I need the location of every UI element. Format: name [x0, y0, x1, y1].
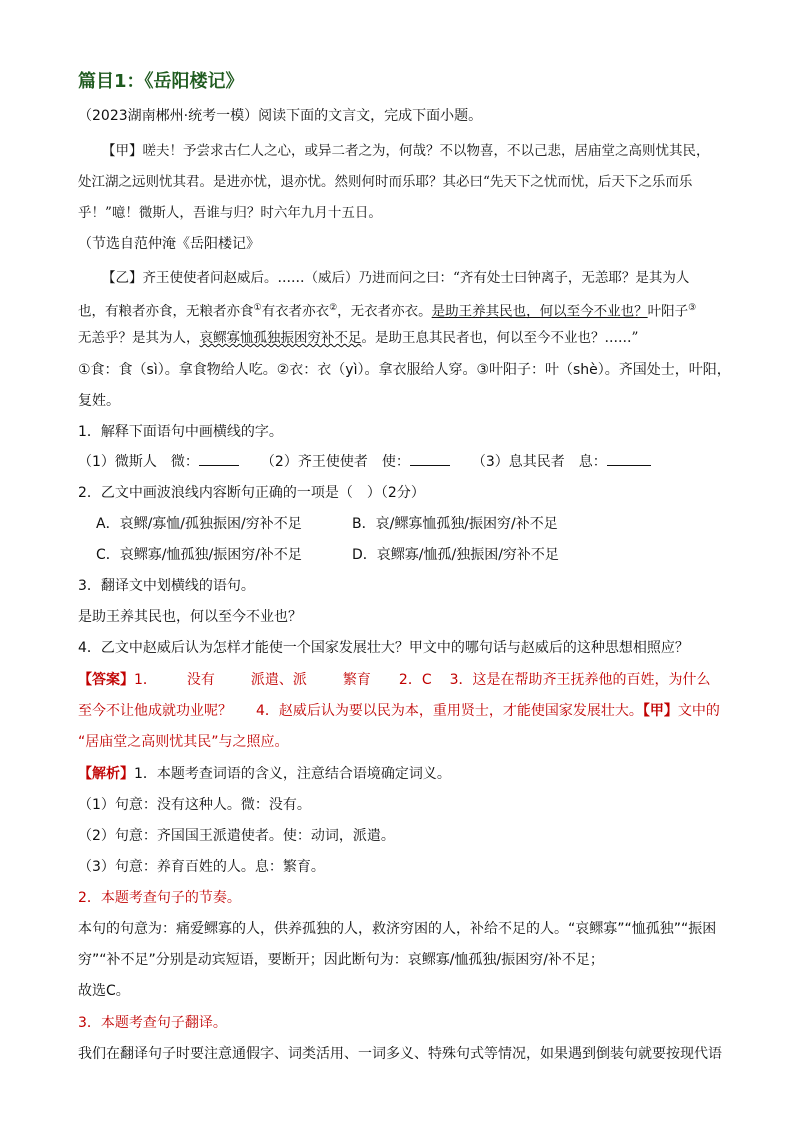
analysis-p2-line-3: 故选C。 — [78, 983, 130, 999]
yi-line-2 — [78, 298, 696, 322]
q1-item-3: （3）息其民者 息： — [471, 454, 607, 470]
analysis-item-3: （3）句意：养育百姓的人。息：繁育。 — [78, 859, 325, 875]
footnote-mark-1: ① — [253, 303, 262, 313]
yi-line-1: 【乙】齐王使使者问赵威后。……（威后）乃进而问之曰：“齐有处士曰钟离子，无恙耶？是其为人 — [102, 270, 690, 286]
answer-blank-1[interactable] — [199, 452, 239, 466]
answer-blank-3[interactable] — [607, 452, 651, 466]
analysis-p3-line-1: 我们在翻译句子时要注意通假字、词类活用、一词多义、特殊句式等情况，如果遇到倒装句就要按现代语 — [78, 1046, 722, 1062]
question-3: 3．翻译文中划横线的语句。 — [78, 578, 255, 594]
answer-blank-2[interactable] — [410, 452, 450, 466]
wavy-underlined-phrase: 哀鳏寡恤孤独振困穷补不足 — [199, 330, 362, 346]
yi-line-2-a: 也，有粮者亦食，无粮者亦食 — [78, 303, 254, 320]
yi-line-2-c: ，无衣者亦衣。 — [337, 303, 432, 320]
option-c: C．哀鳏寡/恤孤独/振困穷/补不足 — [96, 547, 302, 563]
doc-title: 篇目1：《岳阳楼记》 — [78, 71, 244, 92]
notes-line-1: ①食：食（sì）。拿食物给人吃。②衣：衣（yì）。拿衣服给人穿。③叶阳子：叶（shè）。齐国处士，叶阳， — [78, 362, 731, 378]
answer-4-jia: 【甲】 — [642, 703, 678, 719]
answer-3: 3．这是在帮助齐王抚养他的百姓，为什么 — [449, 672, 711, 688]
yi-line-3-a: 无恙乎？是其为人， — [78, 330, 200, 346]
analysis-p1: 1．本题考查词语的含义，注意结合语境确定词义。 — [134, 766, 451, 782]
question-4: 4．乙文中赵威后认为怎样才能使一个国家发展壮大？甲文中的哪句话与赵威后的这种思想相照应？ — [78, 640, 689, 656]
option-d: D．哀鳏寡/恤孤/独振困/穷补不足 — [352, 547, 559, 563]
underlined-sentence: 是助王养其民也，何以至今不业也？ — [431, 303, 648, 320]
jia-line-2: 处江湖之远则忧其君。是进亦忧，退亦忧。然则何时而乐耶？其必曰“先天下之忧而忧，后天下之乐而乐 — [78, 174, 693, 190]
footnote-mark-2: ② — [329, 303, 338, 313]
analysis-p2-line-2: 穷”“补不足”分别是动宾短语，要断开；因此断句为：哀鳏寡/恤孤独/振困穷/补不足； — [78, 952, 604, 968]
answer-label: 【答案】 — [78, 672, 134, 688]
answer-1-1: 没有 — [186, 672, 215, 688]
yi-line-3-b: 。是助王息其民者也，何以至今不业也？……” — [361, 330, 639, 346]
yi-line-2-d: 叶阳子 — [647, 303, 689, 320]
jia-line-1: 【甲】嗟夫！予尝求古仁人之心，或异二者之为，何哉？不以物喜，不以己悲，居庙堂之高则忧其民， — [102, 143, 710, 159]
question-2: 2．乙文中画波浪线内容断句正确的一项是（ ）（2分） — [78, 485, 425, 501]
answer-2: 2．C — [398, 672, 432, 688]
answer-3-cont: 至今不让他成就功业呢？ — [78, 703, 232, 719]
analysis-p2-line-1: 本句的句意为：痛爱鳏寡的人，供养孤独的人，救济穷困的人，补给不足的人。“哀鳏寡”“恤孤独”“振困 — [78, 921, 717, 937]
question-3-sentence: 是助王养其民也，何以至今不业也？ — [78, 609, 302, 625]
answer-line-1 — [78, 670, 711, 690]
analysis-p2: 2．本题考查句子的节奏。 — [78, 890, 241, 906]
answer-num-1: 1． — [134, 672, 157, 688]
jia-source: （节选自范仲淹《岳阳楼记》 — [78, 236, 260, 252]
notes-line-2: 复姓。 — [78, 393, 120, 409]
footnote-mark-3: ③ — [688, 303, 697, 313]
analysis-item-2: （2）句意：齐国国王派遣使者。使：动词，派遣。 — [78, 828, 395, 844]
answer-4-cont: 文中的 — [677, 703, 720, 719]
analysis-item-1: （1）句意：没有这种人。微：没有。 — [78, 797, 311, 813]
answer-line-2 — [78, 701, 720, 721]
yi-line-2-b: 有衣者亦衣 — [261, 303, 330, 320]
source-line: （2023湖南郴州·统考一模）阅读下面的文言文，完成下面小题。 — [78, 108, 483, 124]
q1-item-2: （2）齐王使使者 使： — [260, 454, 410, 470]
answer-1-3: 繁育 — [342, 672, 371, 688]
question-1-items — [78, 452, 651, 472]
answer-1-2: 派遣、派 — [250, 672, 307, 688]
option-b: B．哀/鳏寡恤孤独/振困穷/补不足 — [352, 516, 558, 532]
analysis-line-1 — [78, 764, 451, 784]
answer-4: 4．赵威后认为要以民为本，重用贤士，才能使国家发展壮大。 — [256, 703, 643, 719]
question-1: 1．解释下面语句中画横线的字。 — [78, 424, 283, 440]
answer-line-3: “居庙堂之高则忧其民”与之照应。 — [78, 734, 289, 750]
analysis-p3: 3．本题考查句子翻译。 — [78, 1015, 227, 1031]
yi-line-3 — [78, 328, 638, 348]
option-a: A．哀鳏/寡恤/孤独振困/穷补不足 — [96, 516, 302, 532]
jia-line-3: 乎！”噫！微斯人，吾谁与归？时六年九月十五日。 — [78, 205, 382, 221]
analysis-label: 【解析】 — [78, 766, 134, 782]
q1-item-1: （1）微斯人 微： — [78, 454, 199, 470]
